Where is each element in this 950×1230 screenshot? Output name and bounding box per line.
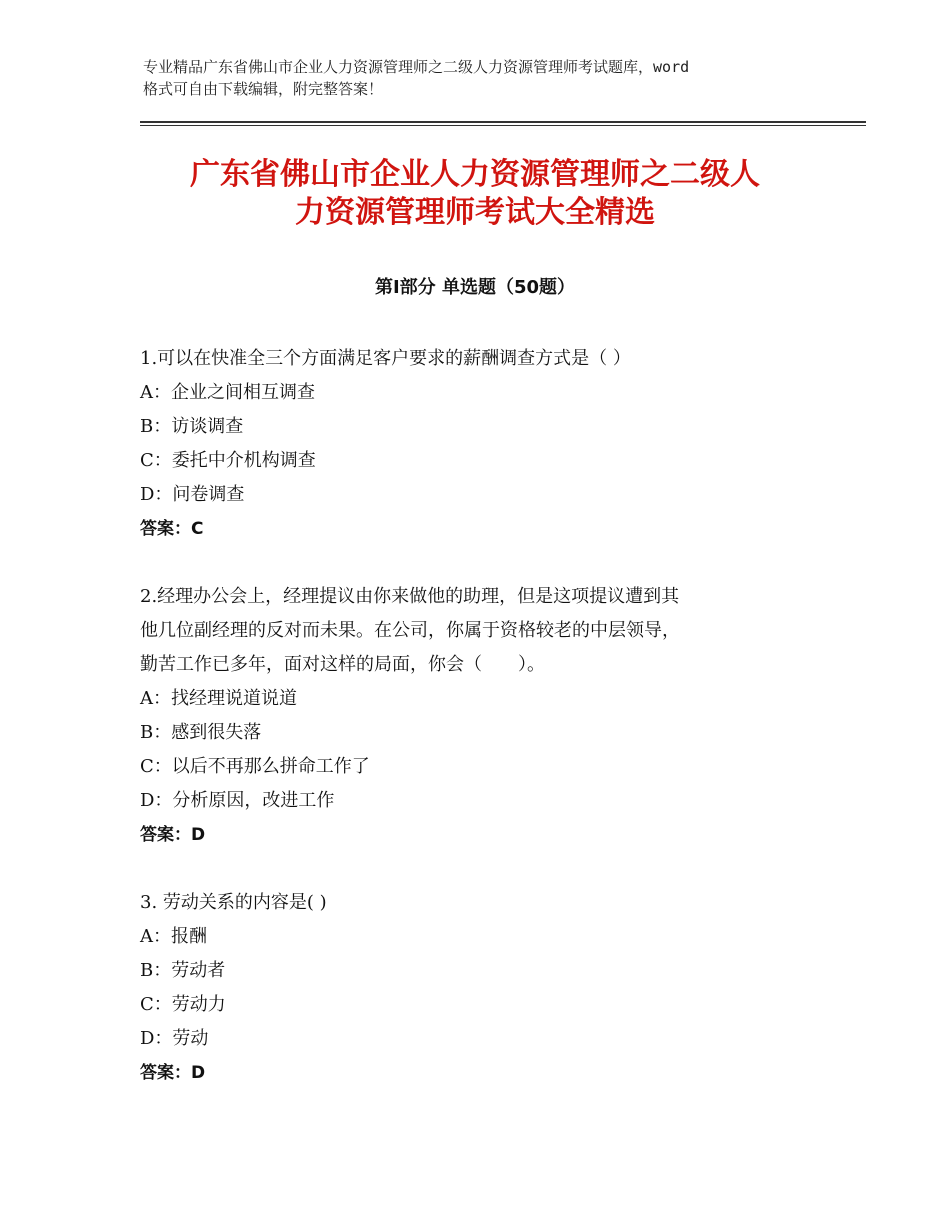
option-c: C：委托中介机构调查 (140, 450, 316, 471)
answer: 答案：D (140, 1063, 206, 1083)
answer: 答案：D (140, 825, 206, 845)
header-divider (140, 121, 866, 126)
question-1 (140, 342, 820, 546)
section-title: 第Ⅰ部分 单选题（50题） (374, 277, 575, 298)
option-a: A：找经理说道说道 (140, 688, 297, 709)
question-stem-line-2: 他几位副经理的反对而未果。在公司，你属于资格较老的中层领导， (140, 620, 680, 641)
question-stem: 1.可以在快准全三个方面满足客户要求的薪酬调查方式是（ ） (140, 348, 631, 369)
header-note-line-2: 格式可自由下载编辑，附完整答案！ (143, 80, 384, 98)
question-stem: 3. 劳动关系的内容是( ) (140, 892, 327, 913)
document-title-line-1: 广东省佛山市企业人力资源管理师之二级人 (190, 157, 760, 192)
option-a: A：报酬 (140, 926, 207, 947)
header-note-line-1: 专业精品广东省佛山市企业人力资源管理师之二级人力资源管理师考试题库，word (143, 58, 690, 76)
option-a: A：企业之间相互调查 (140, 382, 315, 403)
option-c: C：以后不再那么拼命工作了 (140, 756, 370, 777)
option-c: C：劳动力 (140, 994, 226, 1015)
question-2 (140, 580, 820, 852)
option-d: D：分析原因，改进工作 (140, 790, 335, 811)
answer: 答案：C (140, 519, 204, 539)
question-stem-line-3: 勤苦工作已多年，面对这样的局面，你会（ ）。 (140, 654, 545, 675)
question-list (140, 342, 820, 1124)
option-b: B：感到很失落 (140, 722, 262, 743)
question-3 (140, 886, 820, 1090)
question-stem-line-1: 2.经理办公会上，经理提议由你来做他的助理，但是这项提议遭到其 (140, 586, 680, 607)
document-title (110, 156, 840, 232)
option-d: D：问卷调查 (140, 484, 245, 505)
header-note (143, 56, 843, 100)
document-title-line-2: 力资源管理师考试大全精选 (295, 195, 655, 230)
option-b: B：访谈调查 (140, 416, 244, 437)
option-b: B：劳动者 (140, 960, 226, 981)
option-d: D：劳动 (140, 1028, 209, 1049)
